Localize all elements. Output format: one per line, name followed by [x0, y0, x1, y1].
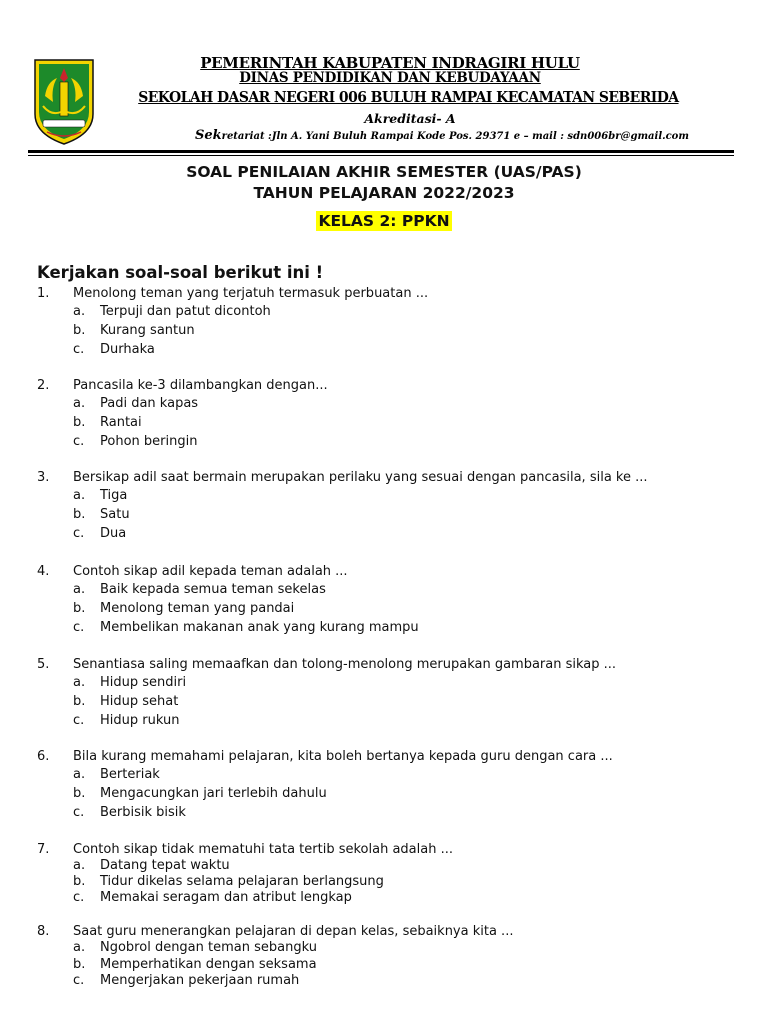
letterhead-accreditation: Akreditasi- A	[364, 111, 456, 126]
question-number: 2.	[37, 378, 50, 393]
option-text: Memperhatikan dengan seksama	[100, 957, 317, 972]
question-text: Contoh sikap adil kepada teman adalah ...	[73, 564, 348, 579]
option-text: Ngobrol dengan teman sebangku	[100, 940, 317, 955]
option-letter: a.	[73, 767, 86, 782]
question-number: 1.	[37, 286, 50, 301]
option-text: Menolong teman yang pandai	[100, 601, 295, 616]
option-letter: b.	[73, 601, 86, 616]
option-letter: b.	[73, 874, 86, 889]
option-letter: a.	[73, 582, 86, 597]
option-text: Tiga	[100, 488, 128, 503]
option-text: Dua	[100, 526, 127, 541]
exam-title: SOAL PENILAIAN AKHIR SEMESTER (UAS/PAS)	[186, 163, 582, 181]
option-letter: a.	[73, 675, 86, 690]
option-letter: b.	[73, 415, 86, 430]
letterhead-divider-thick	[28, 150, 734, 153]
letterhead-department: DINAS PENDIDIKAN DAN KEBUDAYAAN	[239, 70, 541, 86]
option-letter: a.	[73, 858, 86, 873]
option-text: Tidur dikelas selama pelajaran berlangsung	[100, 874, 384, 889]
option-text: Pohon beringin	[100, 434, 198, 449]
option-letter: b.	[73, 323, 86, 338]
option-letter: b.	[73, 507, 86, 522]
option-text: Durhaka	[100, 342, 155, 357]
question-number: 4.	[37, 564, 50, 579]
letterhead-address	[195, 128, 689, 143]
option-text: Datang tepat waktu	[100, 858, 230, 873]
option-letter: c.	[73, 620, 85, 635]
option-text: Hidup sendiri	[100, 675, 187, 690]
option-text: Memakai seragam dan atribut lengkap	[100, 890, 352, 905]
question-text: Pancasila ke-3 dilambangkan dengan...	[73, 378, 328, 393]
option-letter: a.	[73, 488, 86, 503]
option-letter: c.	[73, 526, 85, 541]
letterhead-school-name: SEKOLAH DASAR NEGERI 006 BULUH RAMPAI KECAMATAN SEBERIDA	[138, 88, 679, 106]
question-text: Contoh sikap tidak mematuhi tata tertib sekolah adalah ...	[73, 842, 453, 857]
regency-coat-of-arms-icon	[31, 56, 97, 146]
option-text: Mengerjakan pekerjaan rumah	[100, 973, 300, 988]
question-text: Senantiasa saling memaafkan dan tolong-menolong merupakan gambaran sikap ...	[73, 657, 617, 672]
option-text: Membelikan makanan anak yang kurang mampu	[100, 620, 419, 635]
option-text: Padi dan kapas	[100, 396, 199, 411]
address-prefix: Sek	[195, 128, 222, 143]
option-letter: b.	[73, 957, 86, 972]
option-letter: a.	[73, 396, 86, 411]
option-text: Berteriak	[100, 767, 160, 782]
address-rest: retariat :Jln A. Yani Buluh Rampai Kode Pos. 29371 e – mail : sdn006br@gmail.com	[221, 131, 689, 142]
option-text: Satu	[100, 507, 130, 522]
question-number: 3.	[37, 470, 50, 485]
instructions-heading: Kerjakan soal-soal berikut ini !	[37, 263, 324, 282]
option-letter: c.	[73, 342, 85, 357]
question-text: Menolong teman yang terjatuh termasuk perbuatan ...	[73, 286, 429, 301]
option-text: Mengacungkan jari terlebih dahulu	[100, 786, 327, 801]
option-text: Rantai	[100, 415, 142, 430]
question-number: 6.	[37, 749, 50, 764]
question-text: Bila kurang memahami pelajaran, kita boleh bertanya kepada guru dengan cara ...	[73, 749, 613, 764]
option-letter: a.	[73, 304, 86, 319]
option-letter: c.	[73, 805, 85, 820]
option-text: Berbisik bisik	[100, 805, 186, 820]
option-text: Hidup rukun	[100, 713, 180, 728]
option-letter: a.	[73, 940, 86, 955]
option-letter: c.	[73, 434, 85, 449]
option-letter: c.	[73, 973, 85, 988]
question-number: 8.	[37, 924, 50, 939]
letterhead-government: PEMERINTAH KABUPATEN INDRAGIRI HULU	[200, 54, 580, 72]
academic-year: TAHUN PELAJARAN 2022/2023	[253, 184, 515, 202]
letterhead-divider-thin	[28, 155, 734, 156]
option-letter: b.	[73, 786, 86, 801]
option-text: Kurang santun	[100, 323, 195, 338]
question-text: Saat guru menerangkan pelajaran di depan kelas, sebaiknya kita ...	[73, 924, 514, 939]
option-text: Baik kepada semua teman sekelas	[100, 582, 326, 597]
option-letter: c.	[73, 713, 85, 728]
option-text: Terpuji dan patut dicontoh	[100, 304, 271, 319]
question-text: Bersikap adil saat bermain merupakan perilaku yang sesuai dengan pancasila, sila ke ...	[73, 470, 648, 485]
option-text: Hidup sehat	[100, 694, 179, 709]
option-letter: b.	[73, 694, 86, 709]
class-subject-label: KELAS 2: PPKN	[318, 212, 450, 230]
question-number: 5.	[37, 657, 50, 672]
option-letter: c.	[73, 890, 85, 905]
question-number: 7.	[37, 842, 50, 857]
